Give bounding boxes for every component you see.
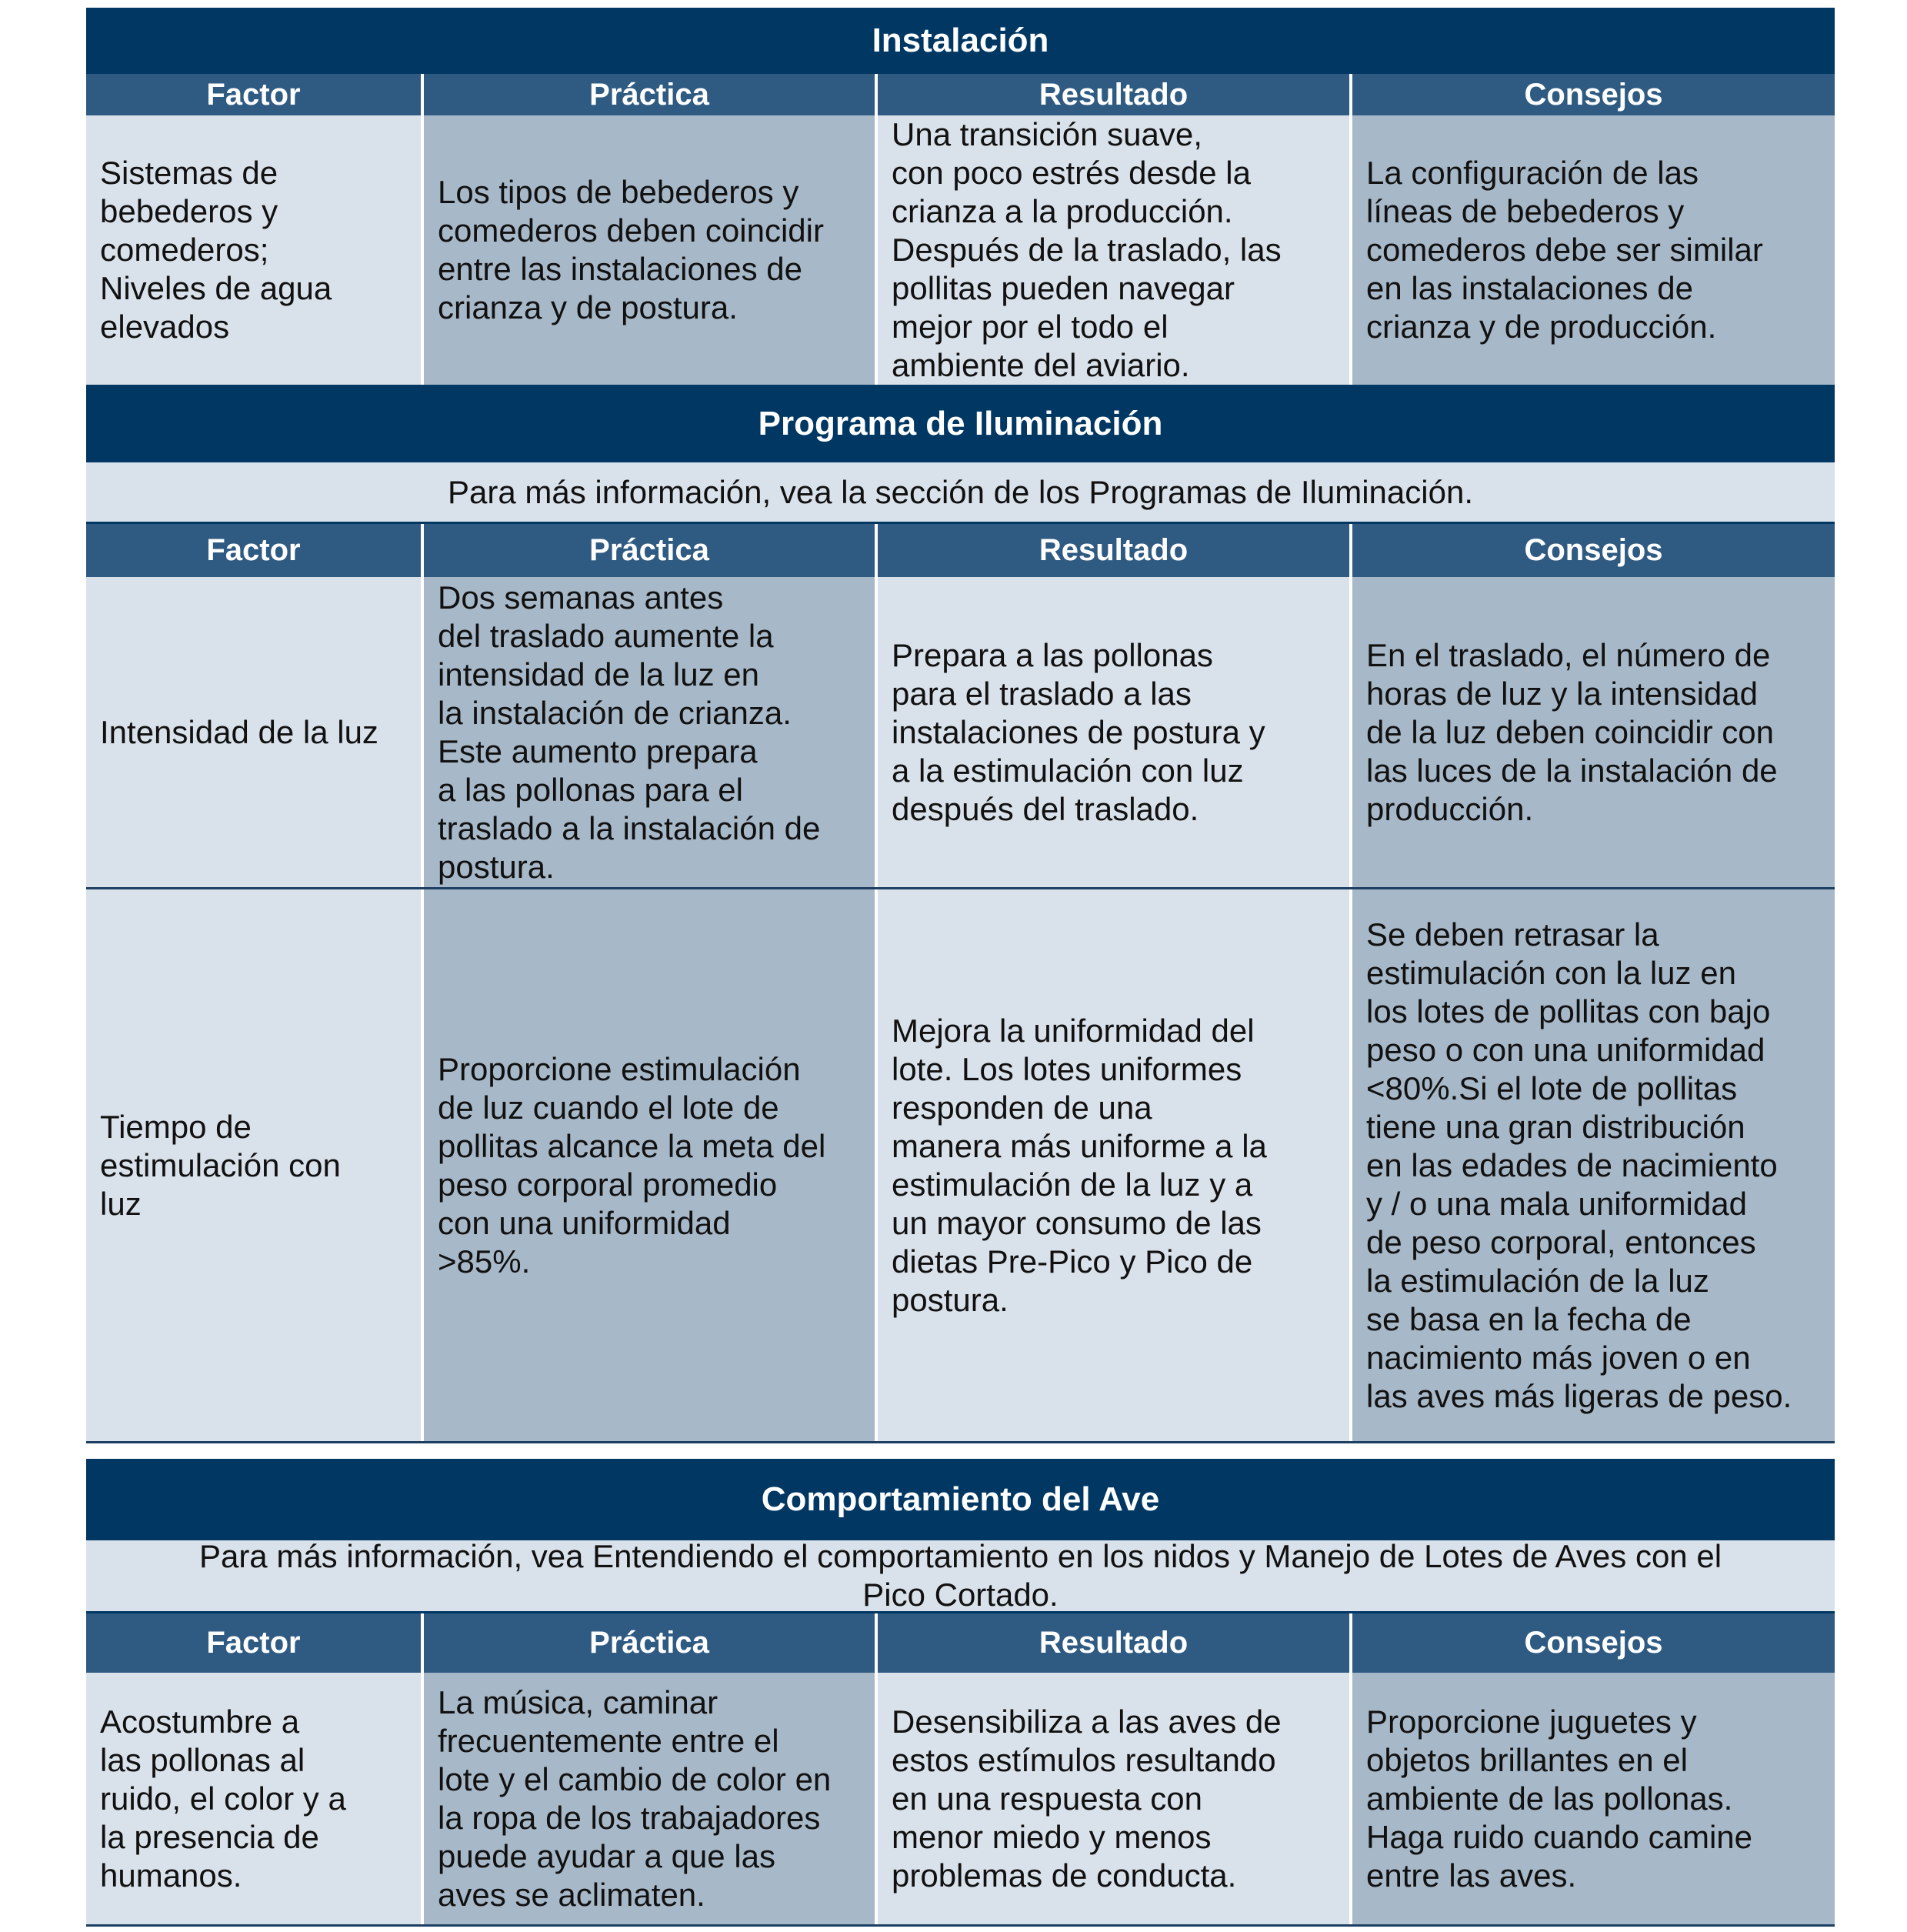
table-row — [86, 115, 1835, 385]
cell-resultado — [875, 889, 1349, 1441]
cell-text: Dos semanas antes del traslado aumente la intensidad de la luz en la instalación de crianza. Este aumento prepara a las pollonas para el traslado a la instalación de postura. — [438, 579, 821, 885]
cell-text: Sistemas de bebederos y comederos; Niveles de agua elevados — [100, 155, 332, 345]
section-instalacion — [86, 8, 1835, 385]
cell-text: Prepara a las pollonas para el traslado a las instalaciones de postura y a la estimulación con luz después del traslado. — [892, 636, 1265, 827]
section-title: Programa de Iluminación — [86, 385, 1835, 462]
column-header-resultado: Resultado — [875, 524, 1349, 577]
cell-consejos — [1349, 889, 1835, 1441]
column-header-consejos: Consejos — [1349, 74, 1835, 115]
cell-factor — [86, 115, 421, 385]
cell-factor — [86, 577, 421, 887]
cell-text: Desensibiliza a las aves de estos estímulos resultando en una respuesta con menor miedo y menos problemas de conducta. — [892, 1703, 1282, 1894]
cell-consejos — [1349, 577, 1835, 887]
cell-consejos — [1349, 1673, 1835, 1924]
cell-factor — [86, 1673, 421, 1924]
section-info — [86, 1540, 1835, 1611]
cell-text: La música, caminar frecuentemente entre el lote y el cambio de color en la ropa de los trabajadores puede ayudar a que las aves se aclimaten. — [438, 1683, 832, 1913]
column-header-row — [86, 522, 1835, 577]
info-text: Para más información, vea Entendiendo el comportamiento en los nidos y Manejo de Lotes de Aves con el Pico Cortado. — [198, 1538, 1722, 1613]
cell-text: Mejora la uniformidad del lote. Los lotes uniformes responden de una manera más uniforme a la estimulación de la luz y a un mayor consumo de las dietas Pre-Pico y Pico de postura. — [892, 1012, 1267, 1318]
cell-text: Proporcione juguetes y objetos brillantes en el ambiente de las pollonas. Haga ruido cuando camine entre las aves. — [1366, 1703, 1752, 1894]
column-header-practica: Práctica — [421, 74, 875, 115]
cell-resultado — [875, 577, 1349, 887]
section-title: Comportamiento del Ave — [86, 1459, 1835, 1540]
cell-text: Una transición suave, con poco estrés desde la crianza a la producción. Después de la traslado, las pollitas pueden navegar mejor por el todo el ambiente del aviario. — [892, 116, 1282, 383]
column-header-consejos: Consejos — [1349, 524, 1835, 577]
cell-text: Proporcione estimulación de luz cuando el lote de pollitas alcance la meta del peso corporal promedio con una uniformidad >85%. — [438, 1050, 826, 1280]
cell-practica — [421, 889, 875, 1441]
cell-text: Acostumbre a las pollonas al ruido, el color y a la presencia de humanos. — [100, 1703, 346, 1894]
info-text: Para más información, vea la sección de los Programas de Iluminación. — [448, 473, 1473, 510]
column-header-factor: Factor — [206, 77, 301, 112]
cell-text: Los tipos de bebederos y comederos deben coincidir entre las instalaciones de crianza y de postura. — [438, 174, 824, 325]
column-header-row — [86, 74, 1835, 115]
table-row — [86, 577, 1835, 889]
cell-practica — [421, 115, 875, 385]
column-header-factor: Factor — [206, 1626, 301, 1660]
cell-practica — [421, 1673, 875, 1924]
cell-text: La configuración de las líneas de bebederos y comederos debe ser similar en las instalaciones de crianza y de producción. — [1366, 155, 1763, 345]
cell-text: Se deben retrasar la estimulación con la luz en los lotes de pollitas con bajo peso o con una uniformidad <80%.Si el lote de pollitas tiene una gran distribución en las edades de nacimiento y / o una mala uniformidad de peso corporal, entonces la estimulación de la luz se basa en la fecha de nacimiento más joven o en las aves más ligeras de peso. — [1366, 916, 1792, 1414]
cell-text: En el traslado, el número de horas de luz y la intensidad de la luz deben coincidir con las luces de la instalación de producción. — [1366, 636, 1778, 827]
column-header-practica: Práctica — [421, 524, 875, 577]
column-header-practica: Práctica — [421, 1613, 875, 1673]
cell-consejos — [1349, 115, 1835, 385]
cell-resultado — [875, 115, 1349, 385]
section-comportamiento-ave — [86, 1459, 1835, 1927]
cell-text: Intensidad de la luz — [100, 713, 378, 750]
cell-text: Tiempo de estimulación con luz — [100, 1108, 341, 1222]
cell-resultado — [875, 1673, 1349, 1924]
cell-practica — [421, 577, 875, 887]
table-row — [86, 889, 1835, 1443]
section-programa-iluminacion — [86, 385, 1835, 1443]
column-header-row — [86, 1611, 1835, 1673]
column-header-resultado: Resultado — [875, 1613, 1349, 1673]
column-header-consejos: Consejos — [1349, 1613, 1835, 1673]
section-info — [86, 462, 1835, 522]
column-header-factor: Factor — [206, 533, 301, 567]
column-header-resultado: Resultado — [875, 74, 1349, 115]
table-row — [86, 1673, 1835, 1927]
section-title: Instalación — [86, 8, 1835, 74]
cell-factor — [86, 889, 421, 1441]
